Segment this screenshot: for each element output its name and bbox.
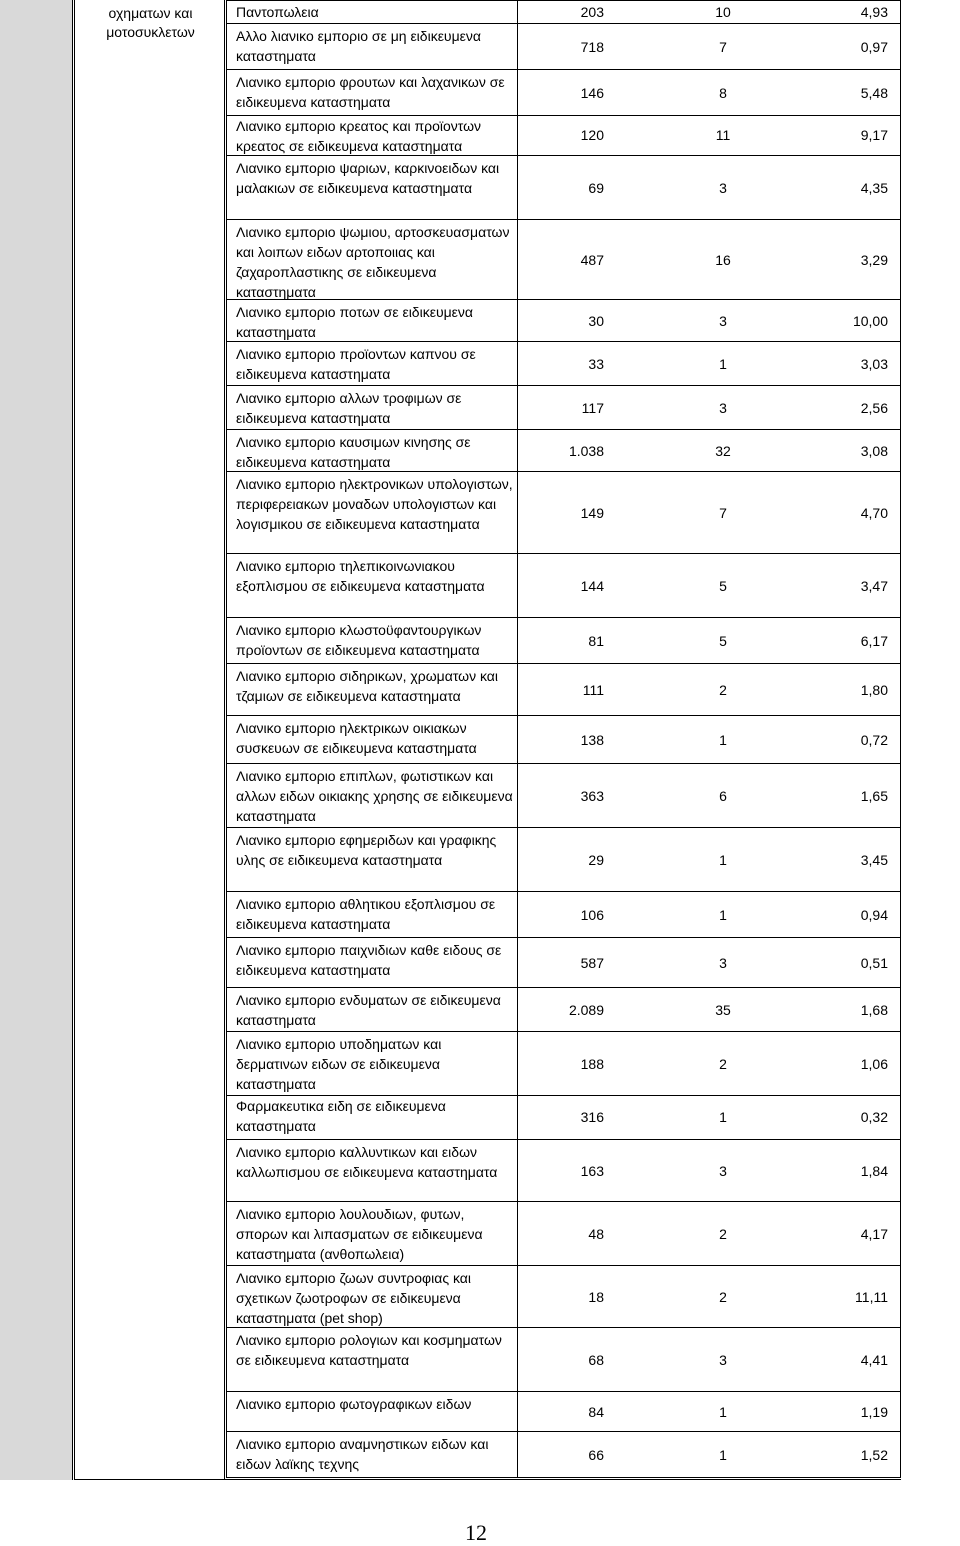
table-row <box>226 114 900 156</box>
percentage-value: 0,94 <box>860 907 888 923</box>
percentage-value: 0,32 <box>860 1109 888 1125</box>
row-description: Λιανικο εμποριο ηλεκτρικων οικιακων συσκευων σε ειδικευμενα καταστηματα <box>236 720 477 756</box>
row-description: Λιανικο εμποριο αθλητικου εξοπλισμου σε ειδικευμενα καταστηματα <box>236 896 496 932</box>
row-description: Λιανικο εμποριο παιχνιδιων καθε ειδους σε ειδικευμενα καταστηματα <box>236 942 502 978</box>
table-row <box>226 220 900 300</box>
table-row <box>226 342 900 386</box>
count-value: 144 <box>580 578 604 594</box>
table-row <box>226 0 900 24</box>
table-row <box>226 1202 900 1266</box>
subcount-value: 3 <box>719 313 727 329</box>
subcount-value: 3 <box>719 1352 727 1368</box>
percentage-value: 1,19 <box>860 1404 888 1420</box>
row-description: Λιανικο εμποριο σιδηρικων, χρωματων και τζαμιων σε ειδικευμενα καταστηματα <box>236 668 499 704</box>
percentage-value: 3,08 <box>860 443 888 459</box>
subcount-value: 1 <box>719 1447 727 1463</box>
count-value: 188 <box>580 1056 604 1072</box>
percentage-value: 2,56 <box>860 400 888 416</box>
count-value: 120 <box>580 127 604 143</box>
row-description: Λιανικο εμποριο υποδηματων και δερματινων ειδων σε ειδικευμενα καταστηματα <box>236 1036 442 1092</box>
table-row <box>226 386 900 430</box>
percentage-value: 0,97 <box>860 39 888 55</box>
table-column-divider <box>900 0 901 1478</box>
percentage-value: 3,45 <box>860 852 888 868</box>
table-row <box>226 156 900 220</box>
row-description: Λιανικο εμποριο κλωστοϋφαντουργικων προϊοντων σε ειδικευμενα καταστηματα <box>236 622 482 658</box>
percentage-value: 4,70 <box>860 505 888 521</box>
subcount-value: 2 <box>719 1226 727 1242</box>
page-number: 12 <box>465 1520 487 1545</box>
table-row <box>226 716 900 764</box>
category-label: οχηματων και μοτοσυκλετων <box>106 5 195 40</box>
count-value: 30 <box>588 313 604 329</box>
percentage-value: 0,51 <box>860 955 888 971</box>
row-description: Λιανικο εμποριο καυσιμων κινησης σε ειδικευμενα καταστηματα <box>236 434 471 470</box>
percentage-value: 6,17 <box>860 633 888 649</box>
count-value: 69 <box>588 180 604 196</box>
subcount-value: 3 <box>719 400 727 416</box>
count-value: 84 <box>588 1404 604 1420</box>
row-description: Λιανικο εμποριο επιπλων, φωτιστικων και αλλων ειδων οικιακης χρησης σε ειδικευμενα καταστηματα <box>236 768 513 824</box>
table-row <box>226 472 900 554</box>
subcount-value: 3 <box>719 180 727 196</box>
count-value: 33 <box>588 356 604 372</box>
row-description: Λιανικο εμποριο αλλων τροφιμων σε ειδικευμενα καταστηματα <box>236 390 462 426</box>
percentage-value: 5,48 <box>860 85 888 101</box>
row-description: Λιανικο εμποριο φρουτων και λαχανικων σε ειδικευμενα καταστηματα <box>236 74 505 110</box>
subcount-value: 3 <box>719 955 727 971</box>
percentage-value: 4,93 <box>860 4 888 20</box>
subcount-value: 5 <box>719 578 727 594</box>
row-description: Παντοπωλεια <box>236 4 319 20</box>
percentage-value: 0,72 <box>860 732 888 748</box>
table-row <box>226 1266 900 1328</box>
subcount-value: 8 <box>719 85 727 101</box>
grey-margin-column <box>0 0 73 1480</box>
percentage-value: 10,00 <box>852 313 888 329</box>
row-description: Λιανικο εμποριο ζωων συντροφιας και σχετικων ζωοτροφων σε ειδικευμενα καταστηματα (pet shop) <box>236 1270 471 1326</box>
percentage-value: 1,80 <box>860 682 888 698</box>
percentage-value: 3,29 <box>860 252 888 268</box>
table-row <box>226 1032 900 1096</box>
percentage-value: 11,11 <box>855 1289 888 1305</box>
count-value: 587 <box>580 955 604 971</box>
row-description: Λιανικο εμποριο καλλυντικων και ειδων καλλωπισμου σε ειδικευμενα καταστηματα <box>236 1144 498 1180</box>
row-description: Λιανικο εμποριο φωτογραφικων ειδων <box>236 1396 472 1412</box>
table-row <box>226 1328 900 1392</box>
count-value: 117 <box>581 400 604 416</box>
subcount-value: 7 <box>719 39 727 55</box>
table-row <box>226 1140 900 1202</box>
row-description: Λιανικο εμποριο ρολογιων και κοσμηματων σε ειδικευμενα καταστηματα <box>236 1332 502 1368</box>
percentage-value: 4,35 <box>860 180 888 196</box>
count-value: 48 <box>588 1226 604 1242</box>
row-description: Αλλο λιανικο εμποριο σε μη ειδικευμενα καταστηματα <box>236 28 481 64</box>
percentage-value: 1,06 <box>860 1056 888 1072</box>
subcount-value: 1 <box>719 356 727 372</box>
count-value: 2.089 <box>568 1002 604 1018</box>
row-description: Λιανικο εμποριο τηλεπικοινωνιακου εξοπλισμου σε ειδικευμενα καταστηματα <box>236 558 485 594</box>
subcount-value: 1 <box>719 907 727 923</box>
subcount-value: 10 <box>715 4 731 20</box>
percentage-value: 9,17 <box>860 127 888 143</box>
percentage-value: 1,68 <box>860 1002 888 1018</box>
subcount-value: 3 <box>719 1163 727 1179</box>
percentage-value: 1,52 <box>860 1447 888 1463</box>
subcount-value: 2 <box>719 682 727 698</box>
subcount-value: 32 <box>715 443 731 459</box>
count-value: 163 <box>580 1163 604 1179</box>
table-row <box>226 938 900 988</box>
row-description: Λιανικο εμποριο εφημεριδων και γραφικης υλης σε ειδικευμενα καταστηματα <box>236 832 497 868</box>
row-description: Λιανικο εμποριο ποτων σε ειδικευμενα καταστηματα <box>236 304 474 340</box>
row-description: Φαρμακευτικα ειδη σε ειδικευμενα καταστηματα <box>236 1098 446 1134</box>
table-row <box>226 1432 900 1478</box>
count-value: 68 <box>588 1352 604 1368</box>
subcount-value: 7 <box>719 505 727 521</box>
percentage-value: 4,17 <box>860 1226 888 1242</box>
table-row <box>226 430 900 472</box>
row-description: Λιανικο εμποριο ψαριων, καρκινοειδων και μαλακιων σε ειδικευμενα καταστηματα <box>236 160 500 196</box>
percentage-value: 3,47 <box>860 578 888 594</box>
percentage-value: 3,03 <box>860 356 888 372</box>
table-row <box>226 1392 900 1432</box>
count-value: 718 <box>580 39 604 55</box>
row-description: Λιανικο εμποριο ηλεκτρονικων υπολογιστων, περιφερειακων μοναδων υπολογιστων και λογισμικου σε ειδικευμενα καταστηματα <box>236 476 513 532</box>
count-value: 316 <box>580 1109 604 1125</box>
count-value: 203 <box>580 4 604 20</box>
count-value: 29 <box>588 852 604 868</box>
table-row <box>226 764 900 828</box>
subcount-value: 1 <box>719 1404 727 1420</box>
table-row <box>226 554 900 618</box>
row-description: Λιανικο εμποριο λουλουδιων, φυτων, σπορων και λιπασματων σε ειδικευμενα καταστηματα (ανθοπωλεια) <box>236 1206 483 1262</box>
table-row <box>226 892 900 938</box>
table-row <box>226 988 900 1032</box>
subcount-value: 1 <box>719 732 727 748</box>
count-value: 106 <box>580 907 604 923</box>
row-description: Λιανικο εμποριο προϊοντων καπνου σε ειδικευμενα καταστηματα <box>236 346 476 382</box>
table-row <box>226 828 900 892</box>
subcount-value: 1 <box>719 1109 727 1125</box>
row-description: Λιανικο εμποριο αναμνηστικων ειδων και ειδων λαϊκης τεχνης <box>236 1436 489 1472</box>
count-value: 81 <box>588 633 604 649</box>
row-description: Λιανικο εμποριο ψωμιου, αρτοσκευασματων και λοιπων ειδων αρτοποιιας και ζαχαροπλαστικης σε ειδικευμενα καταστηματα <box>236 224 510 300</box>
row-description: Λιανικο εμποριο κρεατος και προϊοντων κρεατος σε ειδικευμενα καταστηματα <box>236 118 482 154</box>
table-row <box>226 24 900 70</box>
table-row <box>226 300 900 342</box>
subcount-value: 5 <box>719 633 727 649</box>
count-value: 111 <box>582 682 604 698</box>
count-value: 18 <box>588 1289 604 1305</box>
table-row <box>226 618 900 664</box>
percentage-value: 1,84 <box>860 1163 888 1179</box>
subcount-value: 6 <box>719 788 727 804</box>
table-row <box>226 1094 900 1140</box>
subcount-value: 35 <box>715 1002 731 1018</box>
percentage-value: 1,65 <box>860 788 888 804</box>
count-value: 138 <box>580 732 604 748</box>
table-row <box>226 664 900 716</box>
subcount-value: 1 <box>719 852 727 868</box>
count-value: 1.038 <box>568 443 604 459</box>
count-value: 146 <box>580 85 604 101</box>
subcount-value: 16 <box>715 252 731 268</box>
count-value: 363 <box>580 788 604 804</box>
category-column <box>74 0 225 1480</box>
table-bottom-border <box>74 1479 901 1480</box>
row-description: Λιανικο εμποριο ενδυματων σε ειδικευμενα καταστηματα <box>236 992 501 1028</box>
subcount-value: 2 <box>719 1056 727 1072</box>
subcount-value: 11 <box>715 127 731 143</box>
subcount-value: 2 <box>719 1289 727 1305</box>
count-value: 66 <box>588 1447 604 1463</box>
count-value: 487 <box>580 252 604 268</box>
table-row <box>226 70 900 116</box>
count-value: 149 <box>580 505 604 521</box>
percentage-value: 4,41 <box>860 1352 888 1368</box>
